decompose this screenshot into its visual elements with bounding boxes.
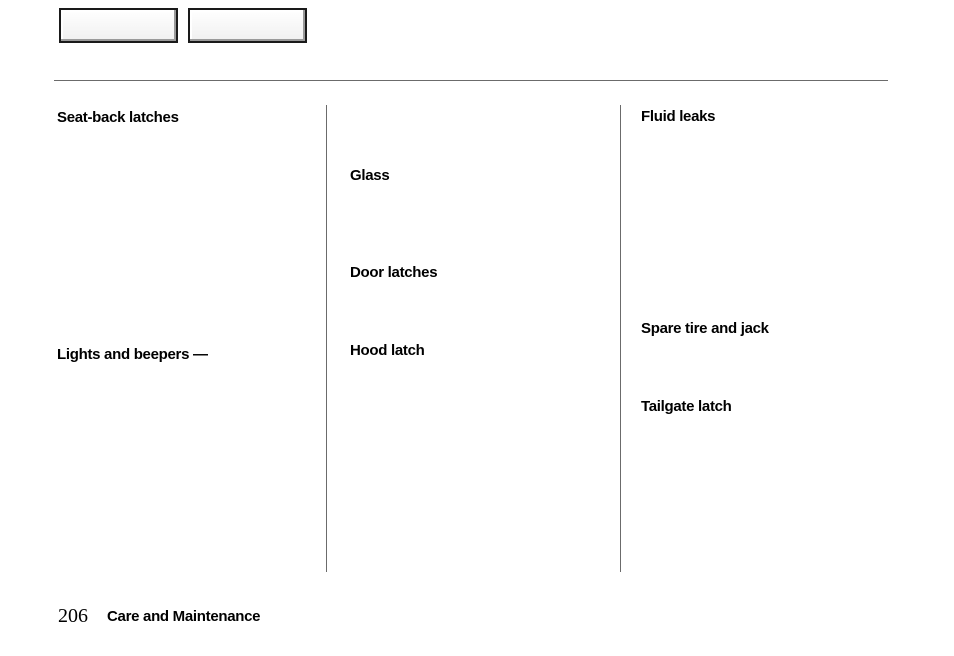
heading-hood-latch: Hood latch bbox=[350, 342, 425, 359]
header-divider bbox=[54, 80, 888, 81]
page-number: 206 bbox=[58, 605, 88, 627]
heading-seat-back-latches: Seat-back latches bbox=[57, 109, 179, 126]
previous-page-button[interactable] bbox=[59, 8, 178, 43]
heading-tailgate-latch: Tailgate latch bbox=[641, 398, 732, 415]
section-title: Care and Maintenance bbox=[107, 608, 261, 625]
heading-glass: Glass bbox=[350, 167, 390, 184]
heading-door-latches: Door latches bbox=[350, 264, 438, 281]
next-page-button[interactable] bbox=[188, 8, 307, 43]
column-divider-2 bbox=[620, 105, 621, 572]
heading-fluid-leaks: Fluid leaks bbox=[641, 108, 716, 125]
heading-lights-and-beepers: Lights and beepers — bbox=[57, 346, 208, 363]
column-divider-1 bbox=[326, 105, 327, 572]
heading-spare-tire-and-jack: Spare tire and jack bbox=[641, 320, 769, 337]
